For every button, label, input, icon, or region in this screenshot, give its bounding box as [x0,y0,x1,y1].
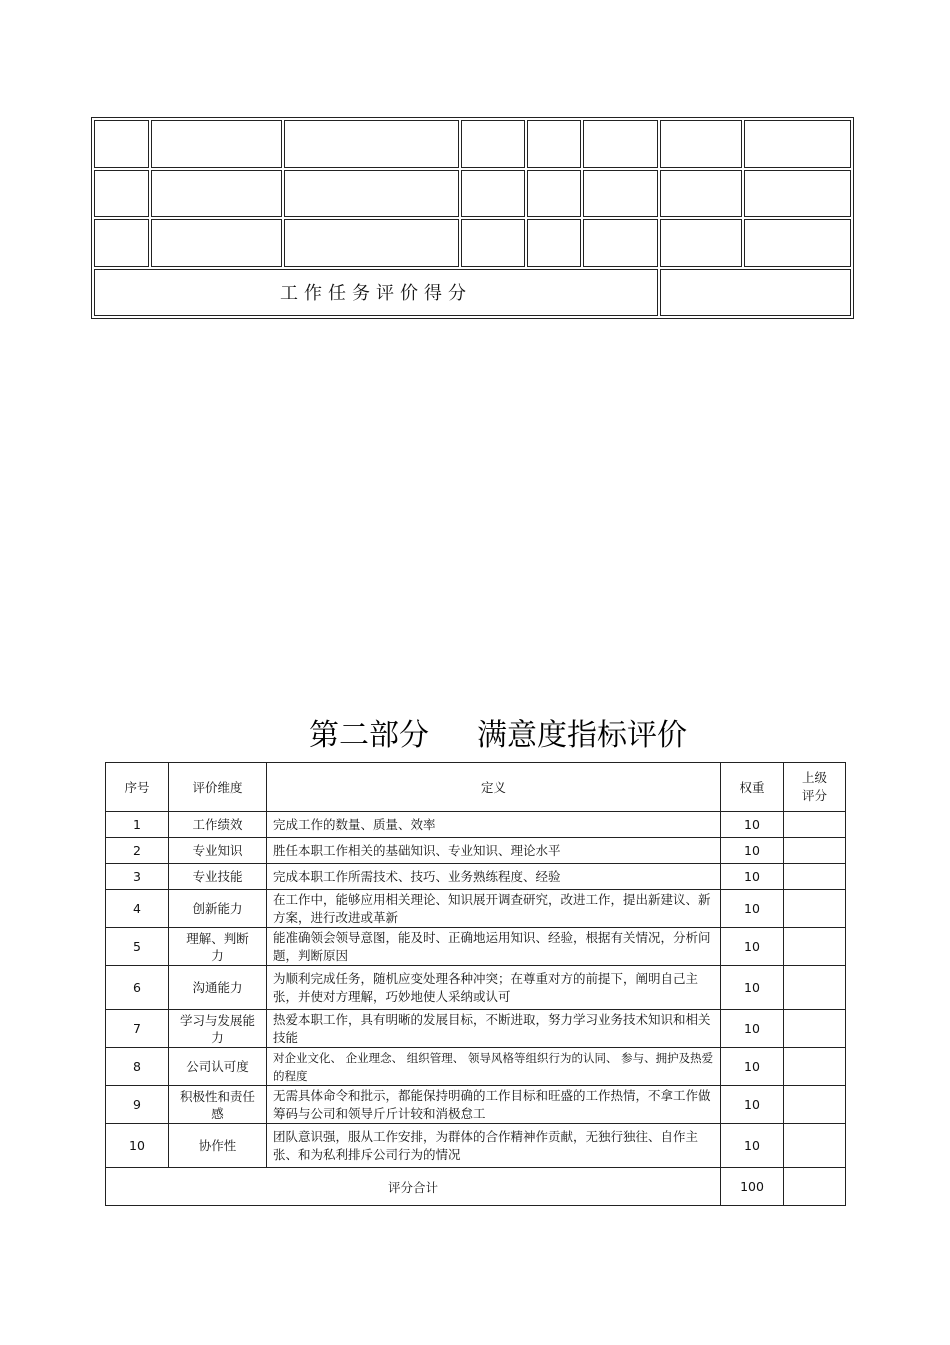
table-cell[interactable] [744,120,851,168]
table-cell[interactable] [660,219,742,267]
row-definition: 对企业文化、 企业理念、 组织管理、 领导风格等组织行为的认同、 参与、拥护及热爱的程度 [267,1048,721,1086]
total-weight: 100 [721,1168,784,1206]
row-score-cell[interactable] [784,890,846,928]
table-cell[interactable] [94,170,149,218]
section-title-text: 满意度指标评价 [477,718,687,753]
table-cell[interactable] [94,120,149,168]
table-row [106,928,846,966]
row-definition: 完成本职工作所需技术、技巧、业务熟练程度、经验 [267,864,721,890]
table-cell[interactable] [461,170,525,218]
table-cell[interactable] [461,219,525,267]
row-dimension: 沟通能力 [169,966,267,1010]
table-row [106,1086,846,1124]
row-dimension: 理解、判断力 [169,928,267,966]
table-row [106,812,846,838]
row-no: 4 [106,890,169,928]
total-score-cell[interactable] [784,1168,846,1206]
row-dimension: 积极性和责任感 [169,1086,267,1124]
row-no: 8 [106,1048,169,1086]
row-score-cell[interactable] [784,838,846,864]
total-row [106,1168,846,1206]
table-row [106,890,846,928]
table-cell[interactable] [284,120,459,168]
row-score-cell[interactable] [784,966,846,1010]
row-weight: 10 [721,812,784,838]
row-definition: 为顺利完成任务，随机应变处理各种冲突；在尊重对方的前提下，阐明自己主张，并使对方理解，巧妙地使人采纳或认可 [267,966,721,1010]
table-row [106,838,846,864]
row-dimension: 公司认可度 [169,1048,267,1086]
header-no: 序号 [106,763,169,812]
table-cell[interactable] [744,170,851,218]
row-no: 5 [106,928,169,966]
row-weight: 10 [721,838,784,864]
row-dimension: 协作性 [169,1124,267,1168]
row-score-cell[interactable] [784,864,846,890]
table-row [106,1010,846,1048]
table-cell[interactable] [744,219,851,267]
table-cell[interactable] [660,170,742,218]
row-no: 2 [106,838,169,864]
row-weight: 10 [721,890,784,928]
row-score-cell[interactable] [784,812,846,838]
task-score-value-cell[interactable] [660,269,851,317]
table-cell[interactable] [583,219,658,267]
row-no: 3 [106,864,169,890]
row-no: 7 [106,1010,169,1048]
table-row [94,120,851,168]
total-label: 评分合计 [106,1168,721,1206]
table-cell[interactable] [284,170,459,218]
score-row [94,269,851,317]
row-no: 6 [106,966,169,1010]
task-score-label: 工作任务评价得分 [94,269,658,317]
task-evaluation-table [91,117,854,319]
header-definition: 定义 [267,763,721,812]
row-no: 9 [106,1086,169,1124]
table-cell[interactable] [151,120,282,168]
table-cell[interactable] [94,219,149,267]
row-weight: 10 [721,1124,784,1168]
table-row [106,966,846,1010]
table-cell[interactable] [660,120,742,168]
row-definition: 能准确领会领导意图，能及时、正确地运用知识、经验，根据有关情况，分析问题，判断原因 [267,928,721,966]
row-score-cell[interactable] [784,1124,846,1168]
header-superior-score-label: 上级评分 [801,770,827,803]
row-dimension: 创新能力 [169,890,267,928]
section-part: 第二部分 [309,718,429,753]
table-cell[interactable] [583,170,658,218]
row-definition: 团队意识强，服从工作安排，为群体的合作精神作贡献，无独行独往、自作主张、和为私利排斥公司行为的情况 [267,1124,721,1168]
row-no: 1 [106,812,169,838]
header-superior-score [784,763,846,812]
row-definition: 完成工作的数量、质量、效率 [267,812,721,838]
table-cell[interactable] [527,219,581,267]
header-dimension: 评价维度 [169,763,267,812]
row-score-cell[interactable] [784,1048,846,1086]
table-cell[interactable] [461,120,525,168]
row-score-cell[interactable] [784,1086,846,1124]
row-score-cell[interactable] [784,1010,846,1048]
table-cell[interactable] [151,170,282,218]
row-definition: 在工作中，能够应用相关理论、知识展开调查研究，改进工作，提出新建议、新方案，进行改进或革新 [267,890,721,928]
table-row [106,1048,846,1086]
satisfaction-table [105,762,846,1206]
row-definition: 无需具体命令和批示，都能保持明确的工作目标和旺盛的工作热情，不拿工作做筹码与公司和领导斤斤计较和消极怠工 [267,1086,721,1124]
table-row [106,1124,846,1168]
table-row [94,219,851,267]
table-row [106,864,846,890]
row-dimension: 专业技能 [169,864,267,890]
header-row [106,763,846,812]
table-cell[interactable] [151,219,282,267]
row-dimension: 工作绩效 [169,812,267,838]
header-weight: 权重 [721,763,784,812]
table-cell[interactable] [527,120,581,168]
row-dimension: 专业知识 [169,838,267,864]
row-score-cell[interactable] [784,928,846,966]
table-cell[interactable] [527,170,581,218]
table-row [94,170,851,218]
row-weight: 10 [721,864,784,890]
table-cell[interactable] [583,120,658,168]
row-weight: 10 [721,1010,784,1048]
row-weight: 10 [721,1048,784,1086]
table-cell[interactable] [284,219,459,267]
row-weight: 10 [721,928,784,966]
row-definition: 胜任本职工作相关的基础知识、专业知识、理论水平 [267,838,721,864]
row-weight: 10 [721,1086,784,1124]
row-weight: 10 [721,966,784,1010]
row-dimension: 学习与发展能力 [169,1010,267,1048]
row-no: 10 [106,1124,169,1168]
row-definition: 热爱本职工作，具有明晰的发展目标，不断进取，努力学习业务技术知识和相关技能 [267,1010,721,1048]
section-heading [0,710,950,754]
